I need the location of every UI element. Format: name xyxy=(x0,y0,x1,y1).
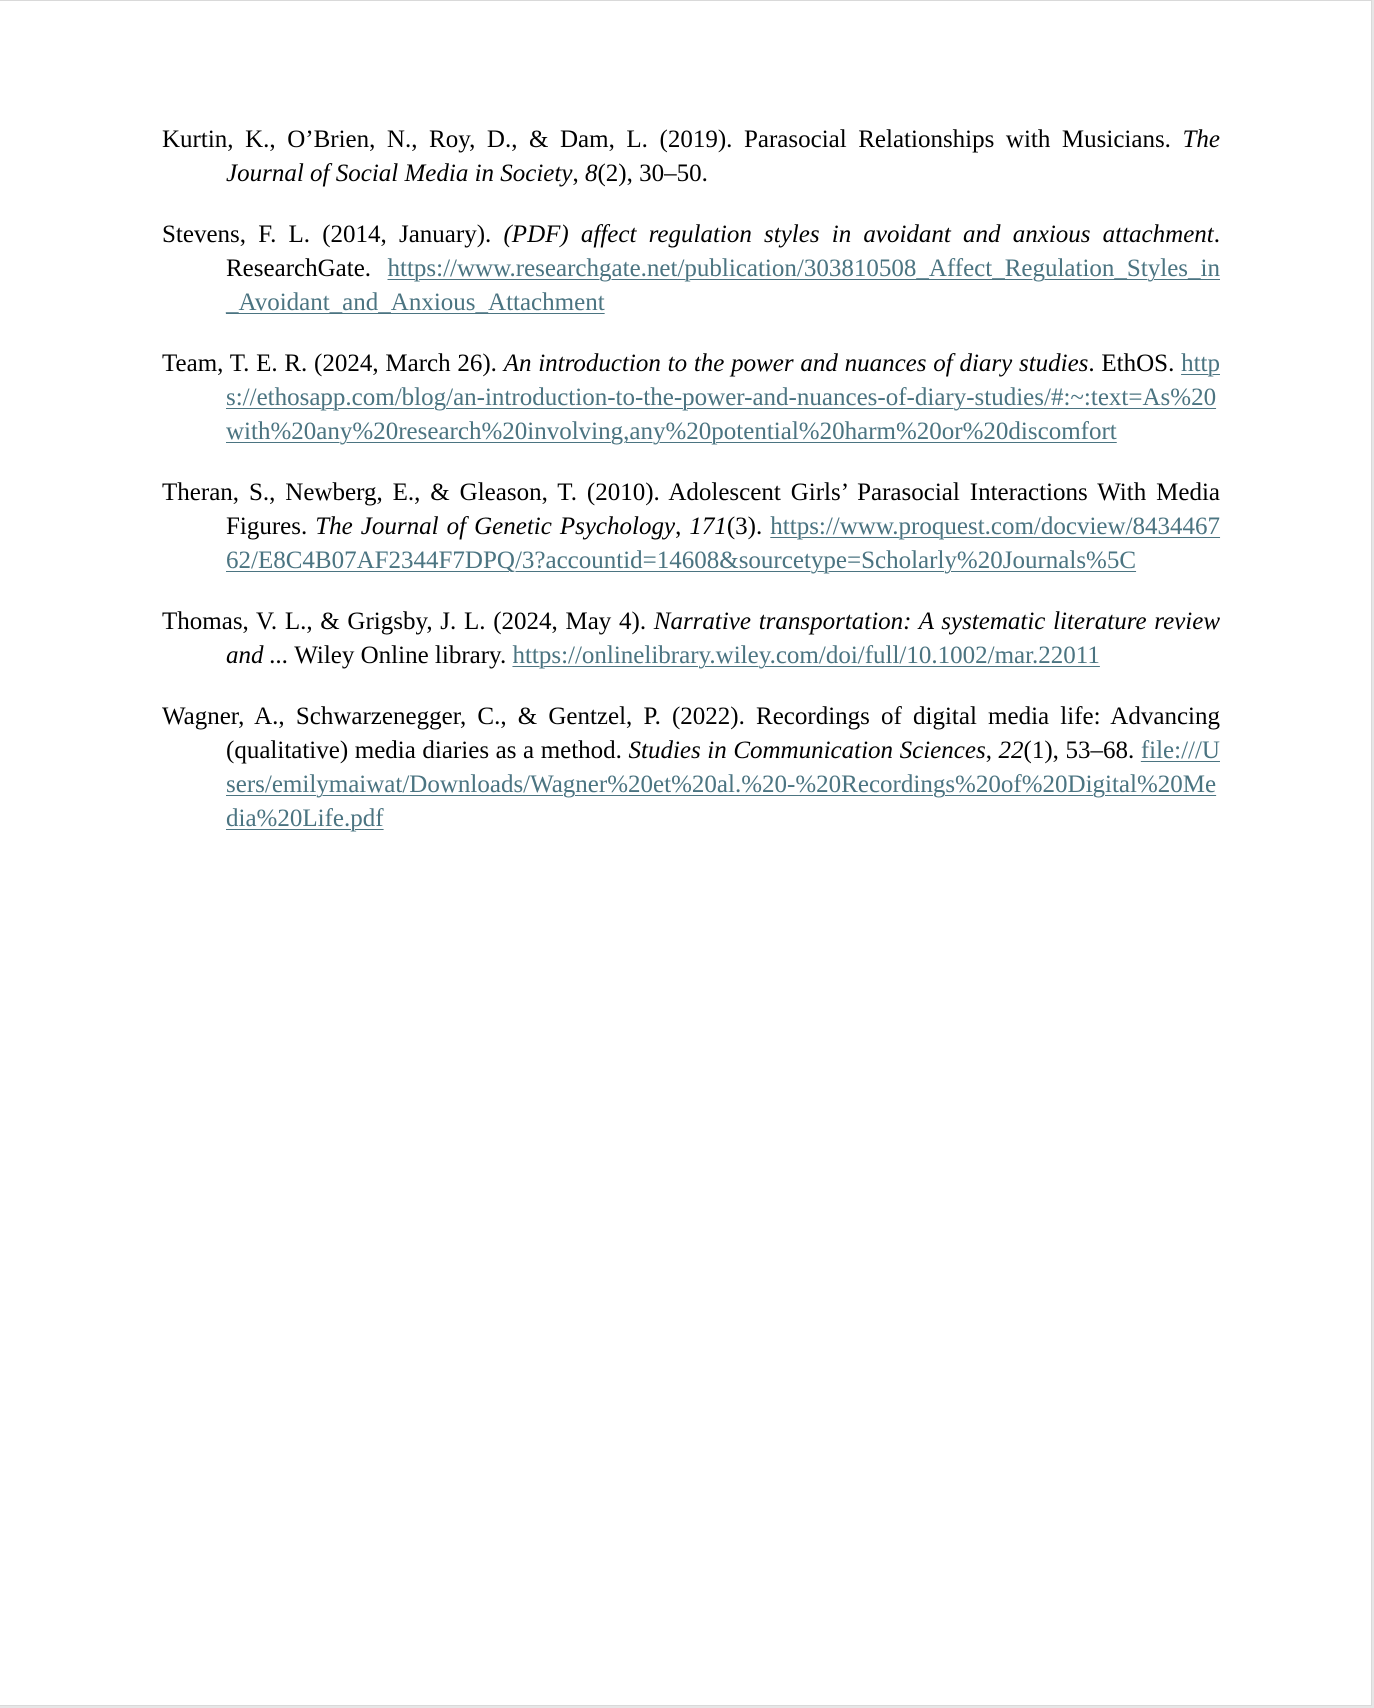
reference-link[interactable]: https://www.researchgate.net/publication/303810508_Affect_Regulation_Styles_in_Avoidant_and_Anxious_Attachment xyxy=(226,255,1220,316)
reference-authors-title: Kurtin, K., O’Brien, N., Roy, D., & Dam, L. (2019). Parasocial Relationships with Musicians. xyxy=(162,126,1183,153)
reference-volume: 22 xyxy=(998,737,1024,764)
reference-journal: The Journal of Genetic Psychology xyxy=(315,513,676,540)
reference-authors-date: Thomas, V. L., & Grigsby, J. L. (2024, May 4). xyxy=(162,608,654,635)
reference-entry-wagner xyxy=(162,700,1220,836)
reference-entry-team xyxy=(162,347,1220,449)
reference-authors-date: Team, T. E. R. (2024, March 26). xyxy=(162,350,504,377)
reference-link[interactable]: https://onlinelibrary.wiley.com/doi/full/10.1002/mar.22011 xyxy=(512,642,1100,669)
reference-entry-theran xyxy=(162,476,1220,578)
reference-title: (PDF) affect regulation styles in avoidant and anxious attachment xyxy=(503,221,1214,248)
reference-link[interactable]: file:///Users/emilymaiwat/Downloads/Wagner%20et%20al.%20-%20Recordings%20of%20Digital%20Media%20Life.pdf xyxy=(226,737,1220,832)
reference-title: Narrative transportation: A systematic literature review and ... xyxy=(226,608,1221,669)
reference-link[interactable]: https://ethosapp.com/blog/an-introduction-to-the-power-and-nuances-of-diary-studies/#:~:text=As%20with%20any%20research%20involving,any%20potential%20harm%20or%20discomfort xyxy=(226,350,1220,445)
reference-authors-title: Theran, S., Newberg, E., & Gleason, T. (2010). Adolescent Girls’ Parasocial Interactions With Media Figures. xyxy=(162,479,1220,540)
reference-separator: , xyxy=(675,513,690,540)
reference-entry-stevens xyxy=(162,218,1220,320)
reference-link[interactable]: https://www.proquest.com/docview/843446762/E8C4B07AF2344F7DPQ/3?accountid=14608&sourcetype=Scholarly%20Journals%5C xyxy=(226,513,1221,574)
reference-issue-pages: (1), 53–68. xyxy=(1023,737,1141,764)
reference-issue-pages: (2), 30–50. xyxy=(597,160,708,187)
reference-authors-title: Wagner, A., Schwarzenegger, C., & Gentzel, P. (2022). Recordings of digital media life: Advancing (qualitative) media diaries as a method. xyxy=(162,703,1220,764)
reference-volume: 8 xyxy=(584,160,598,187)
reference-publisher: Wiley Online library. xyxy=(288,642,513,669)
reference-authors-date: Stevens, F. L. (2014, January). xyxy=(162,221,504,248)
reference-publisher: . ResearchGate. xyxy=(226,221,1220,282)
reference-publisher: . EthOS. xyxy=(1088,350,1182,377)
reference-volume: 171 xyxy=(689,513,727,540)
reference-journal: The Journal of Social Media in Society xyxy=(226,126,1220,187)
reference-entry-thomas xyxy=(162,605,1220,673)
reference-separator: , xyxy=(985,737,999,764)
reference-journal: Studies in Communication Sciences xyxy=(628,737,986,764)
reference-issue: (3). xyxy=(726,513,771,540)
reference-list xyxy=(162,123,1220,863)
reference-separator: , xyxy=(572,160,585,187)
reference-entry-kurtin xyxy=(162,123,1220,191)
reference-title: An introduction to the power and nuances of diary studies xyxy=(503,350,1089,377)
